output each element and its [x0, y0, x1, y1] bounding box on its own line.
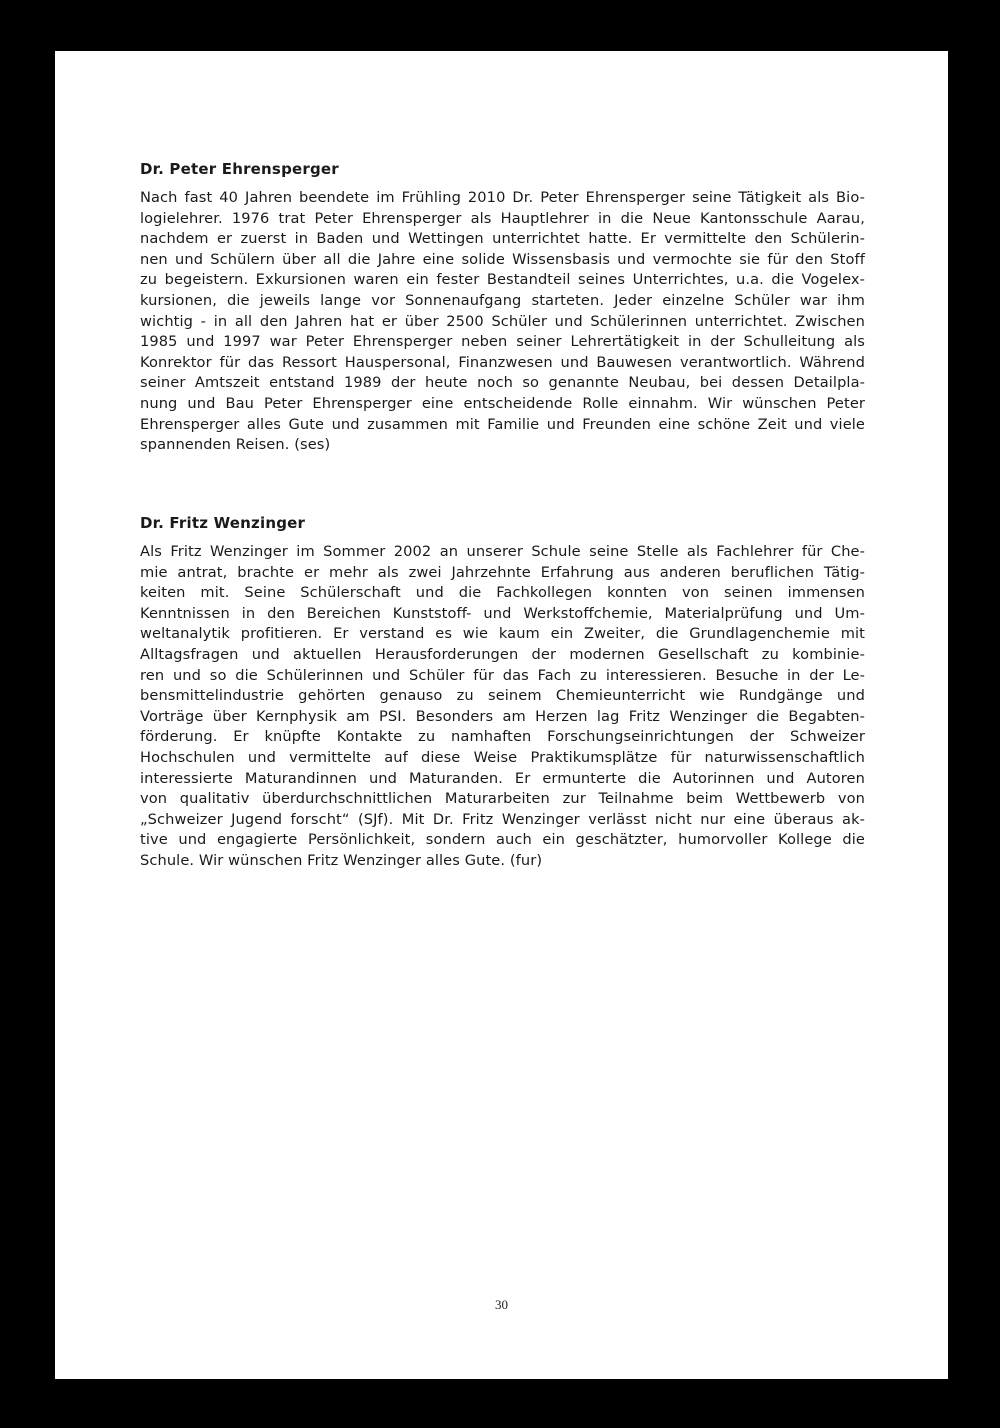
paragraph-line: Kenntnissen in den Bereichen Kunststoff- und Werkstoffchemie, Materialprüfung und Um- [140, 604, 865, 622]
paragraph-line: logielehrer. 1976 trat Peter Ehrensperger als Hauptlehrer in die Neue Kantonsschule Aarau, [140, 209, 865, 227]
paragraph-line: 1985 und 1997 war Peter Ehrensperger neben seiner Lehrertätigkeit in der Schulleitung als [140, 333, 865, 351]
section-ehrensperger [140, 159, 865, 456]
paragraph-line: tive und engagierte Persönlichkeit, sondern auch ein geschätzter, humorvoller Kollege die [140, 831, 865, 849]
paragraph-line: zu begeistern. Exkursionen waren ein fester Bestandteil seines Unterrichtes, u.a. die Vogelex- [140, 271, 865, 289]
paragraph-line: Vorträge über Kernphysik am PSI. Besonders am Herzen lag Fritz Wenzinger die Begabten- [140, 707, 865, 725]
paragraph-line: wichtig - in all den Jahren hat er über 2500 Schüler und Schülerinnen unterrichtet. Zwischen [140, 312, 865, 330]
section-heading: Dr. Peter Ehrensperger [140, 160, 339, 178]
section-heading: Dr. Fritz Wenzinger [140, 514, 306, 532]
paragraph-line: Als Fritz Wenzinger im Sommer 2002 an unserer Schule seine Stelle als Fachlehrer für Che- [140, 543, 865, 560]
section-paragraph [140, 188, 865, 456]
paragraph-line: kursionen, die jeweils lange vor Sonnenaufgang starteten. Jeder einzelne Schüler war ihm [140, 291, 865, 309]
paragraph-line: nung und Bau Peter Ehrensperger eine entscheidende Rolle einnahm. Wir wünschen Peter [140, 394, 865, 412]
paragraph-line: nachdem er zuerst in Baden und Wettingen unterrichtet hatte. Er vermittelte den Schülerin- [140, 230, 865, 248]
paragraph-line: ren und so die Schülerinnen und Schüler für das Fach zu interessieren. Besuche in der Le- [140, 666, 865, 684]
paragraph-line: seiner Amtszeit entstand 1989 der heute noch so genannte Neubau, bei dessen Detailpla- [140, 374, 865, 392]
document-page [55, 51, 948, 1379]
section-wenzinger [140, 513, 865, 872]
paragraph-line: „Schweizer Jugend forscht“ (SJf). Mit Dr. Fritz Wenzinger verlässt nicht nur eine überaus ak- [140, 810, 865, 828]
paragraph-line: keiten mit. Seine Schülerschaft und die Fachkollegen konnten von seinen immensen [140, 584, 865, 602]
paragraph-line: Nach fast 40 Jahren beendete im Frühling 2010 Dr. Peter Ehrensperger seine Tätigkeit als Bio- [140, 189, 865, 206]
paragraph-line: Ehrensperger alles Gute und zusammen mit Familie und Freunden eine schöne Zeit und viele [140, 415, 865, 433]
paragraph-line: Alltagsfragen und aktuellen Herausforderungen der modernen Gesellschaft zu kombinie- [140, 645, 865, 663]
section-paragraph [140, 542, 865, 872]
paragraph-line: weltanalytik profitieren. Er verstand es wie kaum ein Zweiter, die Grundlagenchemie mit [140, 625, 865, 643]
paragraph-line: förderung. Er knüpfte Kontakte zu namhaften Forschungseinrichtungen der Schweizer [140, 728, 865, 746]
paragraph-line: Hochschulen und vermittelte auf diese Weise Praktikumsplätze für naturwissenschaftlich [140, 748, 865, 766]
paragraph-line: mie antrat, brachte er mehr als zwei Jahrzehnte Erfahrung aus anderen beruflichen Tätig- [140, 563, 865, 581]
paragraph-line: bensmittelindustrie gehörten genauso zu seinem Chemieunterricht wie Rundgänge und [140, 687, 865, 705]
paragraph-line: Schule. Wir wünschen Fritz Wenzinger alles Gute. (fur) [140, 851, 543, 869]
page-number: 30 [495, 1297, 508, 1312]
paragraph-line: spannenden Reisen. (ses) [140, 436, 331, 454]
paragraph-line: nen und Schülern über all die Jahre eine solide Wissensbasis und vermochte sie für den Stoff [140, 250, 865, 268]
paragraph-line: von qualitativ überdurchschnittlichen Maturarbeiten zur Teilnahme beim Wettbewerb von [140, 790, 865, 808]
paragraph-line: interessierte Maturandinnen und Maturanden. Er ermunterte die Autorinnen und Autoren [140, 769, 865, 787]
paragraph-line: Konrektor für das Ressort Hauspersonal, Finanzwesen und Bauwesen verantwortlich. Während [140, 353, 865, 371]
